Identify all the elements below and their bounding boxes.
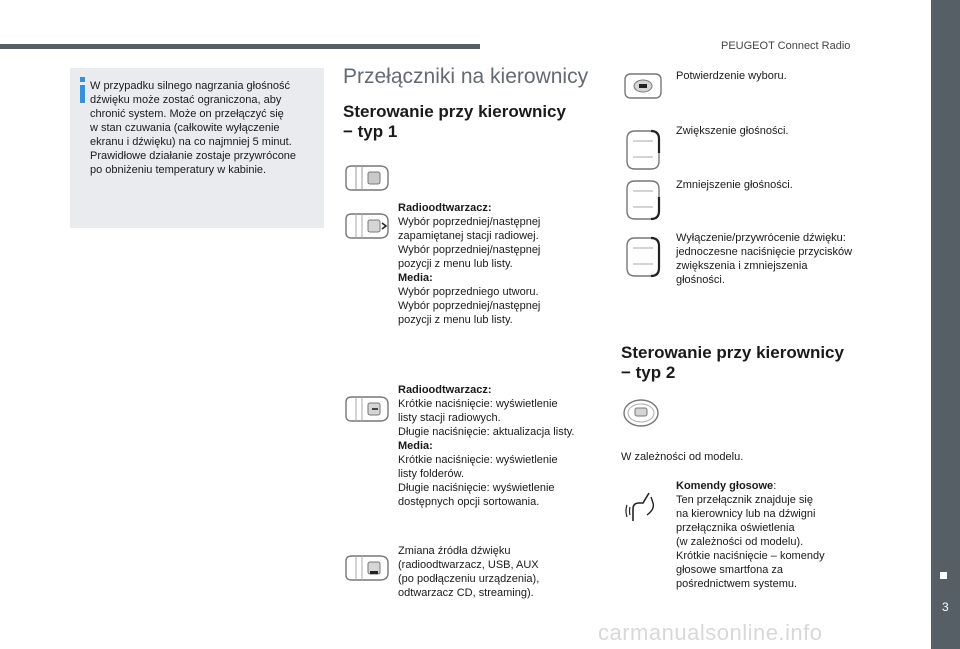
type1-item1-desc: Radioodtwarzacz: Wybór poprzedniej/następnej zapamiętanej stacji radiowej. Wybór poprzedniej/następnej pozycji z menu lub listy. Media: Wybór poprzedniego utworu. Wybór poprzedniej/następnej pozycji z menu lub listy. [398,202,541,326]
steering-stalk-icon [344,163,392,193]
stalk-end-button-icon [344,553,392,583]
info-icon [78,77,87,103]
stalk-press-icon [344,394,392,424]
mute-desc: Wyłączenie/przywrócenie dźwięku: jednoczesne naciśnięcie przycisków zwiększenia i zmniejszenia głośności. [676,232,853,286]
model-dependency-note: W zależności od modelu. [621,451,744,463]
page-number: 3 [942,600,949,614]
page-header: PEUGEOT Connect Radio [721,40,851,52]
note-text: W przypadku silnego nagrzania głośność dźwięku może zostać ograniczona, aby chronić system. Może on przełączyć się w stan czuwania (całkowite wyłączenie ekranu i dźwięku) na co najmniej 5 minut. Prawidłowe działanie zostaje przywrócone po obniżeniu temperatury w kabinie. [90,80,297,176]
top-rule [0,44,480,49]
sidebar-marker [940,572,947,579]
type1-item2-desc: Radioodtwarzacz: Krótkie naciśnięcie: wyświetlenie listy stacji radiowych. Długie naciśnięcie: aktualizacja listy. Media: Krótkie naciśnięcie: wyświetlenie listy folderów. Długie naciśnięcie: wyświetlenie dostępnych opcji sortowania. [398,384,575,508]
right-sidebar [931,0,960,649]
confirm-desc: Potwierdzenie wyboru. [676,70,787,82]
steering-wheel-icon [621,397,661,429]
type1-item3-desc: Zmiana źródła dźwięku (radioodtwarzacz, USB, AUX (po podłączeniu urządzenia), odtwarzacz CD, streaming). [398,545,540,599]
voice-command-desc: Komendy głosowe: Ten przełącznik znajduje się na kierownicy lub na dźwigni przełącznika oświetlenia (w zależności od modelu). Krótkie naciśnięcie – komendy głosowe smartfona za pośrednictwem systemu. [676,480,825,590]
volume-down-desc: Zmniejszenie głośności. [676,179,793,191]
volume-down-icon [621,177,665,223]
stalk-wheel-icon [344,211,392,241]
volume-up-desc: Zwiększenie głośności. [676,125,789,137]
confirm-button-icon [621,70,665,102]
volume-up-icon [621,127,665,173]
type2-heading: Sterowanie przy kierownicy − typ 2 [621,343,844,382]
type1-heading: Sterowanie przy kierownicy − typ 1 [343,102,566,141]
info-note [70,68,324,228]
voice-command-icon [623,487,663,523]
page-title: Przełączniki na kierownicy [343,65,589,88]
mute-icon [621,234,665,280]
watermark: carmanualsonline.info [598,620,823,645]
